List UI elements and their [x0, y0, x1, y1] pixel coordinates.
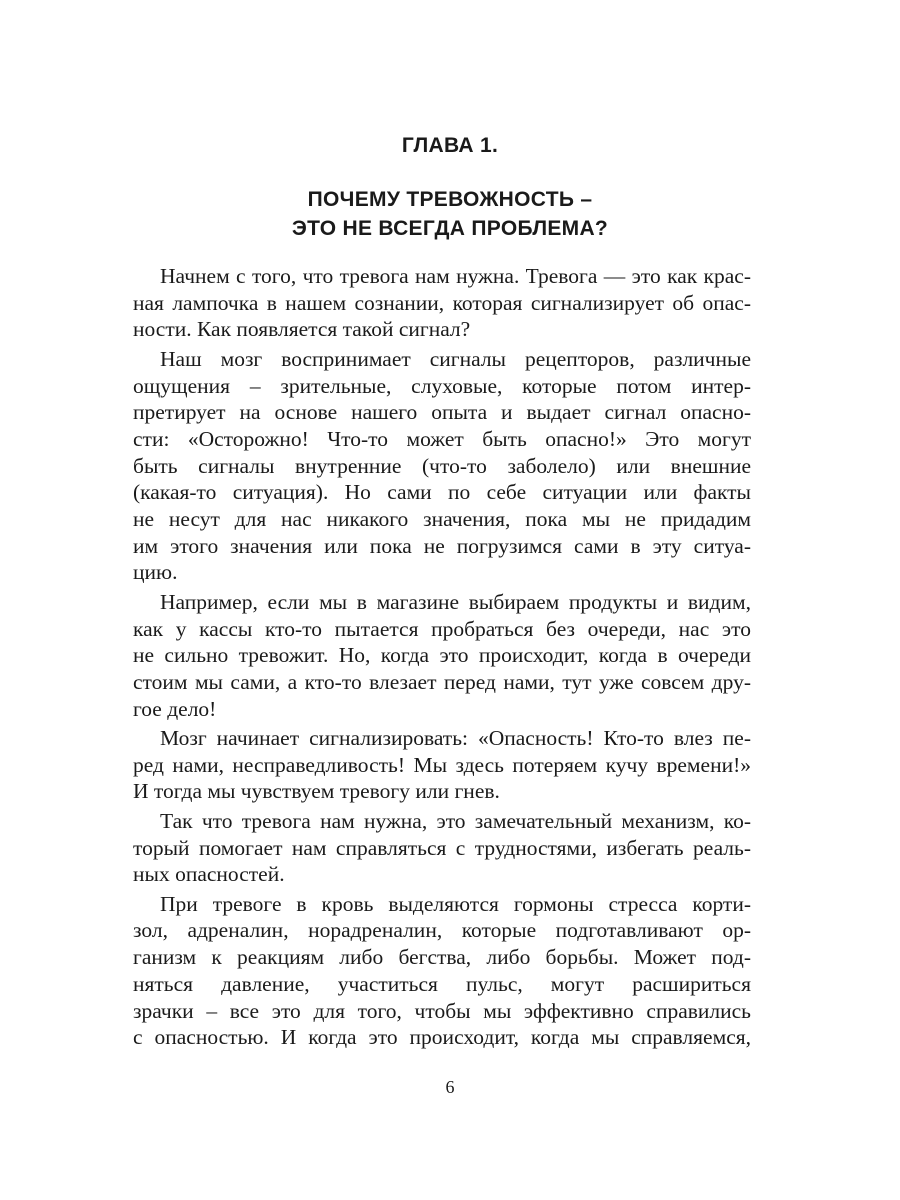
text-line: Например, если мы в магазине выбираем продукты и видим, — [160, 589, 751, 614]
paragraph — [133, 346, 751, 586]
text-line: ная лампочка в нашем сознании, которая сигнализирует об опас- — [133, 290, 751, 315]
text-line: Мозг начинает сигнализировать: «Опасность! Кто-то влез пе- — [160, 726, 751, 751]
body-text — [133, 263, 751, 1054]
chapter-title — [0, 185, 900, 243]
text-line: как у кассы кто-то пытается пробраться без очереди, нас это — [133, 616, 751, 641]
paragraph — [133, 725, 751, 805]
text-line: Так что тревога нам нужна, это замечательный механизм, ко- — [160, 808, 751, 833]
paragraph — [133, 808, 751, 888]
text-line: не несут для нас никакого значения, пока мы не придадим — [133, 506, 751, 531]
text-line: При тревоге в кровь выделяются гормоны стресса корти- — [160, 891, 751, 916]
text-line: стоим мы сами, а кто-то влезает перед нами, тут уже совсем дру- — [133, 669, 751, 694]
paragraph — [133, 263, 751, 343]
text-line: не сильно тревожит. Но, когда это происходит, когда в очереди — [133, 643, 751, 668]
text-line: ности. Как появляется такой сигнал? — [133, 317, 471, 342]
paragraph — [133, 891, 751, 1051]
text-line: (какая-то ситуация). Но сами по себе ситуации или факты — [133, 480, 751, 505]
chapter-title-line: ПОЧЕМУ ТРЕВОЖНОСТЬ – — [307, 188, 593, 211]
text-line: ганизм к реакциям либо бегства, либо борьбы. Может под- — [133, 945, 751, 970]
text-line: им этого значения или пока не погрузимся сами в эту ситуа- — [133, 533, 751, 558]
page-number: 6 — [445, 1077, 455, 1097]
paragraph — [133, 589, 751, 722]
chapter-title-line: ЭТО НЕ ВСЕГДА ПРОБЛЕМА? — [291, 217, 609, 240]
text-line: цию. — [133, 560, 178, 585]
text-line: Наш мозг воспринимает сигналы рецепторов, различные — [160, 346, 751, 371]
text-line: ощущения – зрительные, слуховые, которые потом интер- — [133, 373, 751, 398]
text-line: торый помогает нам справляться с трудностями, избегать реаль- — [133, 835, 751, 860]
text-line: претирует на основе нашего опыта и выдает сигнал опасно- — [133, 400, 751, 425]
text-line: быть сигналы внутренние (что-то заболело) или внешние — [133, 453, 751, 478]
text-line: зол, адреналин, норадреналин, которые подготавливают ор- — [133, 918, 751, 943]
text-line: И тогда мы чувствуем тревогу или гнев. — [133, 779, 500, 804]
chapter-heading: ГЛАВА 1. — [401, 134, 499, 157]
text-line: няться давление, участиться пульс, могут расшириться — [133, 971, 751, 996]
text-line: гое дело! — [133, 696, 217, 721]
text-line: зрачки – все это для того, чтобы мы эффективно справились — [133, 998, 751, 1023]
text-line: ред нами, несправедливость! Мы здесь потеряем кучу времени!» — [133, 752, 751, 777]
text-line: с опасностью. И когда это происходит, когда мы справляемся, — [133, 1025, 751, 1050]
text-line: Начнем с того, что тревога нам нужна. Тревога — это как крас- — [160, 264, 751, 288]
text-line: сти: «Осторожно! Что-то может быть опасно!» Это могут — [133, 426, 751, 451]
text-line: ных опасностей. — [133, 862, 285, 887]
